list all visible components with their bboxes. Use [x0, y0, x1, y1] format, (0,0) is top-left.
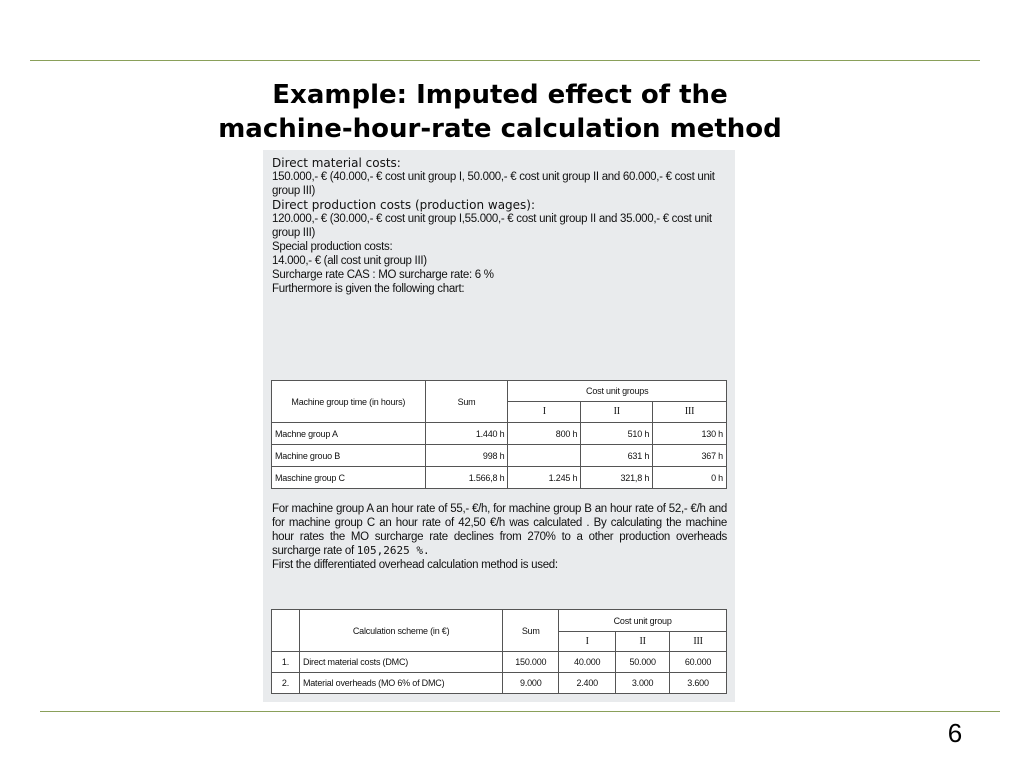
col-group-1: I — [559, 632, 616, 652]
col-machine-group: Machine group time (in hours) — [272, 381, 426, 423]
table-row — [272, 423, 727, 445]
hour-rate-section — [272, 502, 727, 572]
machine-g1: 1.245 h — [508, 467, 581, 489]
machine-g1: 800 h — [508, 423, 581, 445]
col-sum: Sum — [425, 381, 508, 423]
machine-sum: 998 h — [425, 445, 508, 467]
col-group-1: I — [508, 402, 581, 423]
col-sum: Sum — [503, 610, 559, 652]
machine-g3: 0 h — [653, 467, 727, 489]
machine-g2: 510 h — [581, 423, 653, 445]
col-cost-unit-groups: Cost unit groups — [508, 381, 727, 402]
row-g2: 50.000 — [616, 652, 670, 673]
machine-g3: 367 h — [653, 445, 727, 467]
slide-title — [0, 78, 1000, 146]
row-number: 2. — [272, 673, 300, 694]
slide-title-line-1: Example: Imputed effect of the — [272, 80, 728, 110]
surcharge-text: Surcharge rate CAS : MO surcharge rate: 6 % — [272, 269, 494, 281]
table-row — [272, 673, 727, 694]
row-g2: 3.000 — [616, 673, 670, 694]
slide-title-line-2: machine-hour-rate calculation method — [218, 114, 782, 144]
furthermore-text: Furthermore is given the following chart: — [272, 283, 465, 295]
col-cost-unit-group: Cost unit group — [559, 610, 727, 632]
row-sum: 9.000 — [503, 673, 559, 694]
col-scheme: Calculation scheme (in €) — [299, 610, 502, 652]
machine-name: Machne group A — [272, 423, 426, 445]
row-g3: 3.600 — [670, 673, 727, 694]
machine-g2: 631 h — [581, 445, 653, 467]
hour-rates-value: 105,2625 %. — [356, 544, 430, 557]
page-number: 6 — [947, 718, 963, 748]
row-label: Material overheads (MO 6% of DMC) — [299, 673, 502, 694]
dmc-heading: Direct material costs: — [272, 156, 401, 170]
dpc-text: 120.000,- € (30.000,- € cost unit group I,55.000,- € cost unit group II and 35.000,- € cost unit group III) — [272, 213, 712, 239]
machine-name: Machine grouo B — [272, 445, 426, 467]
machine-sum: 1.566,8 h — [425, 467, 508, 489]
row-label: Direct material costs (DMC) — [299, 652, 502, 673]
hour-rates-body: For machine group A an hour rate of 55,- €/h, for machine group B an hour rate of 52,- €/h and for machine group C an hour rate of 42,50 €/h was calculated . By calculating the machine hour rates the MO surcharge rate declines from 270% to a other production overheads surcharge rate of — [272, 503, 727, 557]
col-number — [272, 610, 300, 652]
spc-text: 14.000,- € (all cost unit group III) — [272, 255, 427, 267]
machine-name: Maschine group C — [272, 467, 426, 489]
machine-g3: 130 h — [653, 423, 727, 445]
dpc-heading: Direct production costs (production wages): — [272, 198, 536, 212]
machine-g2: 321,8 h — [581, 467, 653, 489]
machine-sum: 1.440 h — [425, 423, 508, 445]
row-sum: 150.000 — [503, 652, 559, 673]
col-group-2: II — [616, 632, 670, 652]
table-row — [272, 445, 727, 467]
dmc-text: 150.000,- € (40.000,- € cost unit group I, 50.000,- € cost unit group II and 60.000,- € cost unit group III) — [272, 171, 715, 197]
hour-rates-text — [272, 502, 727, 558]
row-g1: 2.400 — [559, 673, 616, 694]
table-row — [272, 467, 727, 489]
machine-g1 — [508, 445, 581, 467]
row-number: 1. — [272, 652, 300, 673]
calculation-scheme-table — [271, 609, 727, 694]
row-g1: 40.000 — [559, 652, 616, 673]
table-row — [272, 652, 727, 673]
spc-heading: Special production costs: — [272, 241, 393, 253]
col-group-2: II — [581, 402, 653, 423]
top-divider — [30, 60, 980, 61]
machine-group-table — [271, 380, 727, 489]
col-group-3: III — [670, 632, 727, 652]
bottom-divider — [40, 711, 1000, 712]
exercise-document — [263, 150, 735, 702]
first-text: First the differentiated overhead calculation method is used: — [272, 559, 558, 571]
col-group-3: III — [653, 402, 727, 423]
row-g3: 60.000 — [670, 652, 727, 673]
